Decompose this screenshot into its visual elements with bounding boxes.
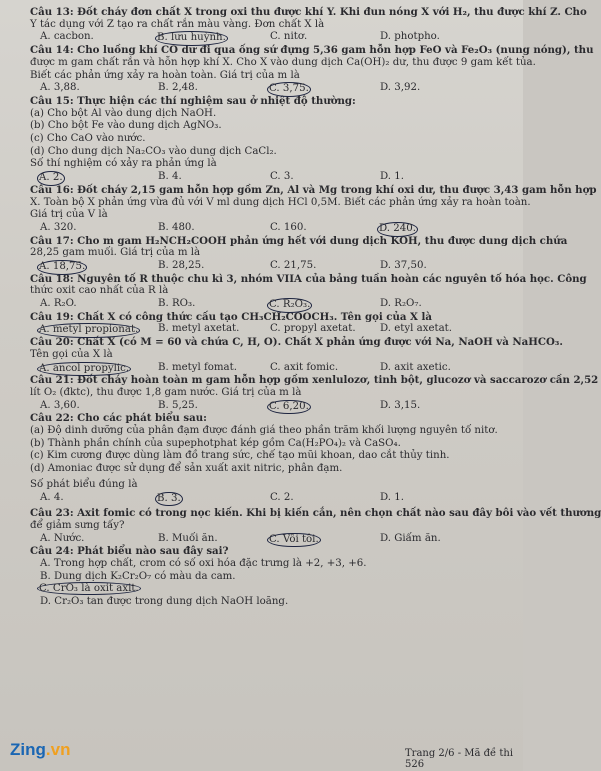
question-23-stem-2: để giảm sưng tấy? [30,519,125,531]
option-c: C. 2. [270,491,294,503]
option-b: B. 4. [158,171,182,183]
question-16-stem-2: X. Toàn bộ X phản ứng vừa đủ với V ml dung dịch HCl 0,5M. Biết các phản ứng xảy ra hoàn toàn. [30,196,531,208]
option-a: A. 3,60. [40,399,80,411]
option-a-selected: A. ancol propylic. [37,362,131,377]
option-a: A. 4. [40,491,64,503]
option-d: D. 37,50. [380,260,427,271]
question-18-stem-2: thức oxit cao nhất của R là [30,285,169,297]
option-d: D. R₂O₇. [380,298,422,310]
question-15-item-b: (b) Cho bột Fe vào dung dịch AgNO₃. [30,120,222,132]
option-a: A. 320. [40,221,77,233]
question-14-stem-3: Biết các phản ứng xảy ra hoàn toàn. Giá trị của m là [30,69,300,81]
option-d: D. Giấm ăn. [380,532,441,544]
option-c: C. nitơ. [270,31,308,43]
option-c: C. 3. [270,171,294,183]
question-18-stem: Câu 18: Nguyên tố R thuộc chu kì 3, nhóm VIIA của bảng tuần hoàn các nguyên tố hóa học. Công [30,272,587,285]
option-a-selected: A. 2. [37,171,65,186]
option-a: A. 3,88. [40,82,80,94]
question-22-item-a: (a) Độ dinh dưỡng của phân đạm được đánh giá theo phần trăm khối lượng nguyên tố nitơ. [30,425,498,437]
option-a: A. cacbon. [40,31,94,43]
question-20-stem: Câu 20: Chất X (có M = 60 và chứa C, H, O). Chất X phản ứng được với Na, NaOH và NaHCO₃. [30,336,563,349]
option-b: B. Muối ăn. [158,532,218,544]
question-13-stem-2: Y tác dụng với Z tạo ra chất rắn màu vàng. Đơn chất X là [30,18,325,30]
question-16-options [30,222,500,235]
option-c-selected: C. R₂O₃. [267,298,312,313]
option-b: B. metyl axetat. [158,323,240,335]
question-17-options [30,260,500,273]
question-15-item-d: (d) Cho dung dịch Na₂CO₃ vào dung dịch CaCl₂. [30,145,277,157]
question-19-options [30,323,500,336]
option-a-selected: A. metyl propionat. [37,323,140,338]
exam-content [30,6,601,609]
option-c: C. 21,75. [270,260,317,271]
question-22-item-c: (c) Kim cương được dùng làm đồ trang sức, chế tạo mũi khoan, dao cắt thủy tinh. [30,450,450,462]
zing-logo-ing: ing [20,740,46,759]
option-d: D. photpho. [380,31,440,43]
question-24-option-c [30,583,500,596]
zing-logo-z: Z [10,740,21,759]
option-b: B. metyl fomat. [158,361,237,373]
question-21-stem: Câu 21: Đốt cháy hoàn toàn m gam hỗn hợp gồm xenlulozơ, tinh bột, glucozơ và saccarozơ cần 2,52 [30,374,599,387]
option-c: C. 160. [270,221,307,233]
zing-logo-vn: .vn [45,740,71,759]
question-14-stem: Câu 14: Cho luồng khí CO dư đi qua ống sứ đựng 5,36 gam hỗn hợp FeO và Fe₂O₃ (nung nóng), thu [30,44,594,57]
option-b: B. RO₃. [158,298,196,310]
option-a-selected: A. 18,75. [37,260,87,275]
option-d: D. axit axetic. [380,361,451,373]
question-18-options [30,298,500,311]
option-d: D. 3,92. [380,82,421,94]
option-a: A. Nước. [40,532,85,544]
question-22-options [30,492,500,505]
option-b-selected: B. 3. [155,492,183,507]
option-c: C. propyl axetat. [270,323,356,335]
option-b: B. 2,48. [158,82,198,94]
option-c-selected: C. CrO₃ là oxit axit. [39,583,139,595]
question-15-item-a: (a) Cho bột Al vào dung dịch NaOH. [30,107,217,119]
question-19-stem: Câu 19: Chất X có công thức cấu tạo CH₃CH₂COOCH₃. Tên gọi của X là [30,310,432,323]
option-d: D. etyl axetat. [380,323,453,335]
question-23-stem: Câu 23: Axit fomic có trong nọc kiến. Khi bị kiến cắn, nên chọn chất nào sau đây bôi vào vết thương [30,507,601,520]
zing-logo [10,740,70,760]
option-c: C. axit fomic. [270,361,339,373]
question-22-item-d: (d) Amoniac được sử dụng để sản xuất axit nitric, phân đạm. [30,463,343,475]
question-20-options [30,362,500,375]
option-b-selected: B. lưu huỳnh. [155,31,228,46]
option-d: D. 1. [380,491,405,503]
option-c-selected: C. 3,75. [267,82,311,97]
question-13-options [30,31,500,44]
question-15-prompt: Số thí nghiệm có xảy ra phản ứng là [30,158,217,170]
question-17-stem-2: 28,25 gam muối. Giá trị của m là [30,247,201,259]
question-20-stem-2: Tên gọi của X là [30,348,113,360]
option-b: B. 5,25. [158,399,198,411]
question-23-options [30,533,500,546]
option-c-selected: C. Vôi tôi. [267,533,321,548]
option-b: B. 480. [158,221,195,233]
option-b: B. 28,25. [158,260,205,271]
option-c-selected: C. 6,20. [267,400,311,415]
option-d: D. 1. [380,171,405,183]
question-21-stem-2: lít O₂ (đktc), thu được 1,8 gam nước. Giá trị của m là [30,386,302,398]
question-13-stem: Câu 13: Đốt cháy đơn chất X trong oxi thu được khí Y. Khi đun nóng X với H₂, thu được khí Z. Cho [30,6,587,18]
option-d-selected: D. 240. [377,222,418,237]
question-17-stem: Câu 17: Cho m gam H₂NCH₂COOH phản ứng hết với dung dịch KOH, thu được dung dịch chứa [30,234,568,247]
question-21-options [30,400,500,413]
question-24-option-a: A. Trong hợp chất, crom có số oxi hóa đặc trưng là +2, +3, +6. [40,558,367,570]
question-15-options [30,171,500,184]
question-24-option-b: B. Dung dịch K₂Cr₂O₇ có màu da cam. [40,570,236,582]
question-22-prompt: Số phát biểu đúng là [30,478,138,490]
question-14-stem-2: được m gam chất rắn và hỗn hợp khí X. Cho X vào dung dịch Ca(OH)₂ dư, thu được 9 gam kết tủa. [30,56,536,68]
question-16-stem: Câu 16: Đốt cháy 2,15 gam hỗn hợp gồm Zn, Al và Mg trong khí oxi dư, thu được 3,43 gam hỗn hợp [30,183,597,196]
question-24-option-d: D. Cr₂O₃ tan được trong dung dịch NaOH loãng. [40,596,289,608]
option-a: A. R₂O. [40,298,77,310]
option-d: D. 3,15. [380,399,421,411]
question-22-item-b: (b) Thành phần chính của supephotphat kép gồm Ca(H₂PO₄)₂ và CaSO₄. [30,437,401,449]
question-16-stem-3: Giá trị của V là [30,209,108,221]
question-15-item-c: (c) Cho CaO vào nước. [30,133,146,144]
page-footer: Trang 2/6 - Mã đề thi 526 [405,748,514,770]
question-14-options [30,82,500,95]
question-24-stem: Câu 24: Phát biểu nào sau đây sai? [30,545,229,558]
question-22-stem: Câu 22: Cho các phát biểu sau: [30,412,207,425]
question-15-stem: Câu 15: Thực hiện các thí nghiệm sau ở nhiệt độ thường: [30,94,356,107]
